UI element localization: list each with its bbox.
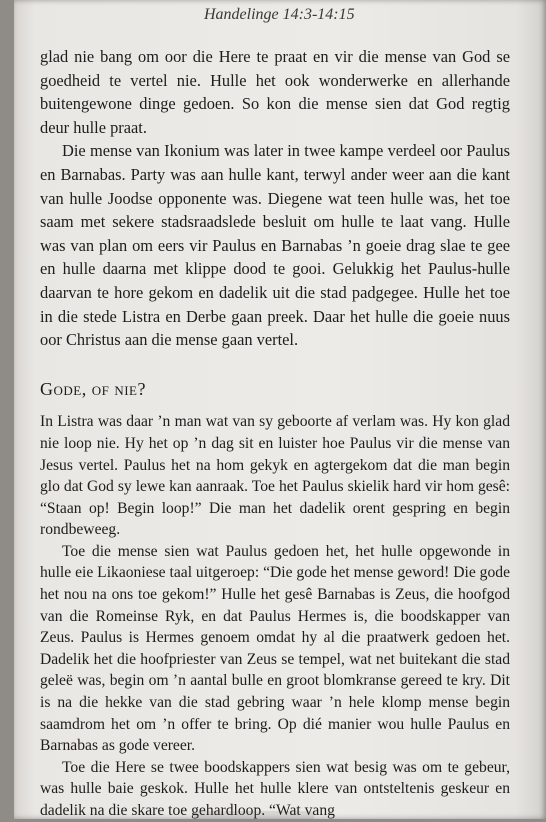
paragraph: Die mense van Ikonium was later in twee kampe verdeel oor Paulus en Barnabas. Party was aan hulle kant, terwyl ander weer aan die kant van hulle Joodse opponente was. Diegene wat teen hulle was, het toe saam met sekere stadsraadslede besluit om hulle te laat vang. Hulle was van plan om eers vir Paulus en Barnabas ’n goeie drag slae te gee en hulle daarna met klippe dood te gooi. Gelukkig het Paulus-hulle daarvan te hore gekom en dadelik uit die stad padgegee. Hulle het toe in die stede Listra en Derbe gaan preek. Daar het hulle die goeie nuus oor Christus aan die mense gaan vertel.	[40, 141, 510, 350]
bottom-edge-shadow	[194, 811, 314, 819]
page-shadow	[516, 0, 546, 819]
body-text	[40, 45, 510, 822]
paragraph: Toe die mense sien wat Paulus gedoen het, het hulle opgewonde in hulle eie Likaoniese taal uitgeroep: “Die gode het mense geword! Die gode het nou na ons toe gekom!” Hulle het gesê Barnabas is Zeus, die hoofgod van die Romeinse Ryk, en dat Paulus Hermes is, die boodskapper van Zeus. Paulus is Hermes genoem omdat hy al die praatwerk gedoen het. Dadelik het die hoofpriester van Zeus se tempel, wat net buitekant die stad geleë was, begin om ’n aantal bulle en groot blomkranse gereed te kry. Dit is na die hekke van die stad gebring waar ’n hele klomp mense begin saamdrom het om ’n offer te bring. Op dié manier wou hulle Paulus en Barnabas as gode vereer.	[40, 542, 510, 755]
section-body	[40, 411, 510, 821]
section-heading: Gode, of nie?	[40, 378, 146, 399]
paragraph: In Listra was daar ’n man wat van sy geboorte af verlam was. Hy kon glad nie loop nie. Hy het op ’n dag sit en luister hoe Paulus vir die mense van Jesus vertel. Paulus het na hom gekyk en agtergekom dat die man begin glo dat God sy lewe kan aanraak. Toe het Paulus skielik hard vir hom gesê: “Staan op! Begin loop!” Die man het dadelik orent gespring en begin rondbeweeg.	[40, 413, 510, 539]
paragraph: Toe die Here se twee boodskappers sien wat besig was om te gebeur, was hulle baie geskok. Hulle het hulle klere van ontsteltenis geskeur en dadelik na die skare toe gehardloop. “Wat vang	[40, 758, 510, 819]
running-head: Handelinge 14:3-14:15	[204, 6, 355, 23]
paragraph: glad nie bang om oor die Here te praat en vir die mense van God se goedheid te vertel nie. Hulle het ook wonderwerke en allerhande buitengewone dinge gedoen. So kon die mense sien dat God regtig deur hulle praat.	[40, 47, 510, 137]
book-page	[14, 0, 546, 819]
